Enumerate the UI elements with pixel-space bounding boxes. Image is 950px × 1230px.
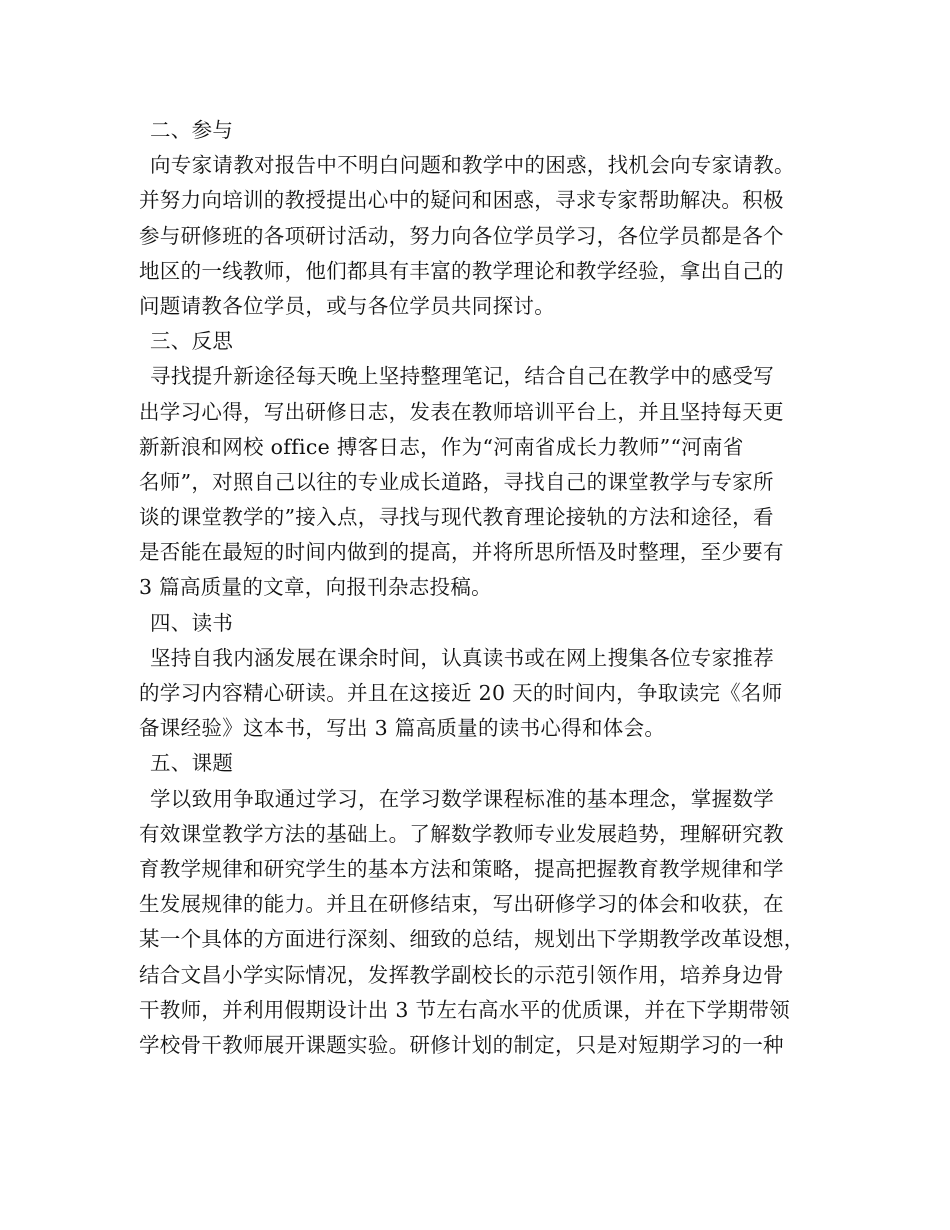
section-heading-participation: 二、参与 bbox=[150, 118, 234, 142]
paragraph-line: 是否能在最短的时间内做到的提高，并将所思所悟及时整理，至少要有 bbox=[139, 540, 784, 565]
paragraph-line: 结合文昌小学实际情况，发挥教学副校长的示范引领作用，培养身边骨 bbox=[139, 962, 784, 987]
paragraph-line: 备课经验》这本书，写出 3 篇高质量的读书心得和体会。 bbox=[139, 716, 666, 741]
paragraph-line: 育教学规律和研究学生的基本方法和策略，提高把握教育教学规律和学 bbox=[139, 856, 784, 881]
paragraph-line: 并努力向培训的教授提出心中的疑问和困惑，寻求专家帮助解决。积极 bbox=[139, 188, 784, 213]
paragraph-line: 名师”，对照自己以往的专业成长道路，寻找自己的课堂教学与专家所 bbox=[139, 469, 774, 494]
paragraph-line: 问题请教各位学员，或与各位学员共同探讨。 bbox=[139, 293, 555, 318]
paragraph-line: 学校骨干教师展开课题实验。研修计划的制定，只是对短期学习的一种 bbox=[139, 1032, 784, 1057]
paragraph-line: 3 篇高质量的文章，向报刊杂志投稿。 bbox=[139, 575, 492, 600]
section-heading-reflection: 三、反思 bbox=[150, 329, 234, 354]
paragraph-line: 谈的课堂教学的”接入点，寻找与现代教育理论接轨的方法和途径，看 bbox=[139, 505, 774, 530]
paragraph-line: 生发展规律的能力。并且在研修结束，写出研修学习的体会和收获，在 bbox=[139, 892, 784, 917]
paragraph-line: 参与研修班的各项研讨活动，努力向各位学员学习，各位学员都是各个 bbox=[139, 223, 784, 248]
section-heading-reading: 四、读书 bbox=[150, 610, 234, 635]
paragraph-line: 出学习心得，写出研修日志，发表在教师培训平台上，并且坚持每天更 bbox=[139, 399, 784, 424]
paragraph-line: 新新浪和网校 office 搏客日志，作为“河南省成长力教师”“河南省 bbox=[139, 434, 744, 459]
paragraph-line: 坚持自我内涵发展在课余时间，认真读书或在网上搜集各位专家推荐 bbox=[150, 645, 774, 670]
paragraph-line: 有效课堂教学方法的基础上。了解数学教师专业发展趋势，理解研究教 bbox=[139, 821, 784, 846]
paragraph-line: 学以致用争取通过学习，在学习数学课程标准的基本理念，掌握数学 bbox=[150, 786, 774, 811]
document-body bbox=[139, 113, 819, 1063]
paragraph-line: 的学习内容精心研读。并且在这接近 20 天的时间内，争取读完《名师 bbox=[139, 681, 783, 705]
section-heading-research-topic: 五、课题 bbox=[150, 751, 234, 776]
paragraph-line: 地区的一线教师，他们都具有丰富的教学理论和教学经验，拿出自己的 bbox=[139, 258, 784, 283]
paragraph-line: 寻找提升新途径每天晚上坚持整理笔记，结合自己在教学中的感受写 bbox=[150, 364, 774, 389]
paragraph-line: 干教师，并利用假期设计出 3 节左右高水平的优质课，并在下学期带领 bbox=[139, 997, 790, 1022]
paragraph-line: 向专家请教对报告中不明白问题和教学中的困惑，找机会向专家请教。 bbox=[150, 153, 795, 178]
paragraph-line: 某一个具体的方面进行深刻、细致的总结，规划出下学期教学改革设想， bbox=[139, 927, 805, 952]
